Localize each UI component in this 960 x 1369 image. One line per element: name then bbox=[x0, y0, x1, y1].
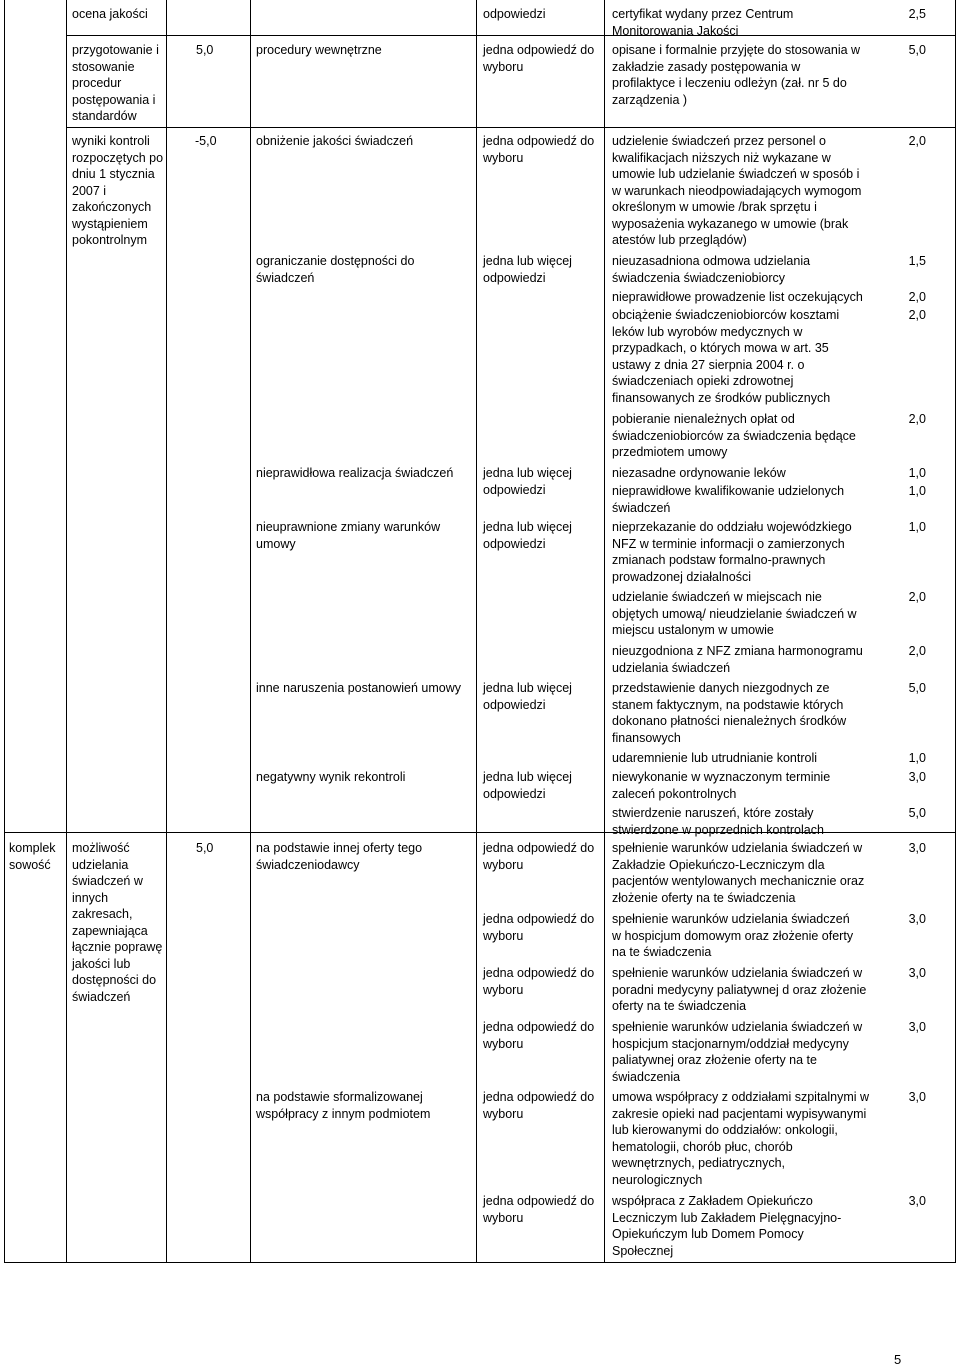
answer-type: jedna odpowiedź do wyboru bbox=[483, 841, 595, 872]
criterion-wyniki-kontroli: wyniki kontroli rozpoczętych po dniu 1 stycznia 2007 i zakończonych wystąpieniem pokontrolnym bbox=[72, 134, 164, 247]
criterion-mozliwosc-udzielania: możliwość udzielania świadczeń w innych zakresach, zapewniająca łącznie poprawę jakości lub dostępności do świadczeń bbox=[72, 841, 163, 1004]
table-border-bottom bbox=[4, 1262, 956, 1263]
points-value: 3,0 bbox=[908, 966, 926, 980]
answer-type: jedna lub więcej odpowiedzi bbox=[483, 770, 572, 801]
column-divider bbox=[66, 0, 67, 1262]
points-value: 5,0 bbox=[908, 681, 926, 695]
weight-value: 5,0 bbox=[196, 841, 214, 855]
description-cell: obciążenie świadczeniobiorców kosztami leków lub wyrobów medycznych w przypadkach, o których mowa w art. 35 ustawy z dnia 27 sierpnia 2004 r. o świadczeniach opieki zdrowotnej finansowanych ze środków publicznych bbox=[612, 308, 840, 405]
row-divider bbox=[66, 127, 955, 128]
points-value: 1,5 bbox=[908, 254, 926, 268]
points-value: 3,0 bbox=[908, 770, 926, 784]
points-value: 2,0 bbox=[908, 644, 926, 658]
points-value: 2,5 bbox=[908, 7, 926, 21]
description-cell: stwierdzenie naruszeń, które zostały stwierdzone w poprzednich kontrolach bbox=[612, 806, 824, 837]
description-cell: nieuzgodniona z NFZ zmiana harmonogramu udzielania świadczeń bbox=[612, 644, 863, 675]
description-cell: pobieranie nienależnych opłat od świadczeniobiorców za świadczenia będące przedmiotem umowy bbox=[612, 412, 856, 459]
answer-type: jedna odpowiedź do wyboru bbox=[483, 134, 595, 165]
description-cell: nieprawidłowe prowadzenie list oczekujących bbox=[612, 290, 863, 304]
points-value: 2,0 bbox=[908, 290, 926, 304]
criterion-przygotowanie-procedur: przygotowanie i stosowanie procedur postępowania i standardów bbox=[72, 43, 159, 123]
answer-type: jedna odpowiedź do wyboru bbox=[483, 966, 595, 997]
points-value: 3,0 bbox=[908, 1194, 926, 1208]
points-value: 2,0 bbox=[908, 134, 926, 148]
points-value: 2,0 bbox=[908, 412, 926, 426]
description-cell: niezasadne ordynowanie leków bbox=[612, 466, 786, 480]
row-group-label-kompleksowosc: komplek sowość bbox=[9, 841, 56, 872]
subcriterion-negatywny: negatywny wynik rekontroli bbox=[256, 770, 406, 784]
points-value: 1,0 bbox=[908, 751, 926, 765]
table-border-left bbox=[4, 0, 5, 1262]
description-cell: nieuzasadniona odmowa udzielania świadczenia świadczeniobiorcy bbox=[612, 254, 811, 285]
answer-type: odpowiedzi bbox=[483, 7, 546, 21]
description-cell: nieprawidłowe kwalifikowanie udzielonych świadczeń bbox=[612, 484, 845, 515]
description-cell: udzielenie świadczeń przez personel o kwalifikacjach niższych niż wykazane w umowie lub udzielanie świadczeń w sposób i w warunkach nieodpowiadających wymogom określonym w umowie /brak sprzętu i wyposażenia wykazanego w umowie (brak atestów lub przeglądów) bbox=[612, 134, 862, 247]
column-divider bbox=[166, 0, 167, 1262]
answer-type: jedna lub więcej odpowiedzi bbox=[483, 520, 572, 551]
page-number: 5 bbox=[894, 1352, 902, 1367]
answer-type: jedna lub więcej odpowiedzi bbox=[483, 466, 572, 497]
subcriterion-nieprawidlowa: nieprawidłowa realizacja świadczeń bbox=[256, 466, 454, 480]
description-cell: opisane i formalnie przyjęte do stosowania w zakładzie zasady postępowania w profilaktyce i leczeniu odleżyn (zał. nr 5 do zarządzenia ) bbox=[612, 43, 861, 107]
description-cell: certyfikat wydany przez Centrum Monitorowania Jakości bbox=[612, 7, 794, 38]
description-cell: przedstawienie danych niezgodnych ze stanem faktycznym, na podstawie których dokonano płatności nienależnych środków finansowych bbox=[612, 681, 847, 745]
column-divider bbox=[476, 0, 477, 1262]
answer-type: jedna odpowiedź do wyboru bbox=[483, 1020, 595, 1051]
description-cell: nieprzekazanie do oddziału wojewódzkiego NFZ w terminie informacji o zamierzonych zmianach podstaw formalno-prawnych prowadzonej działalności bbox=[612, 520, 852, 584]
subcriterion-ograniczanie: ograniczanie dostępności do świadczeń bbox=[256, 254, 415, 285]
description-cell: udaremnienie lub utrudnianie kontroli bbox=[612, 751, 817, 765]
table-border-right bbox=[955, 0, 956, 1262]
points-value: 1,0 bbox=[908, 520, 926, 534]
points-value: 1,0 bbox=[908, 466, 926, 480]
description-cell: niewykonanie w wyznaczonym terminie zaleceń pokontrolnych bbox=[612, 770, 831, 801]
answer-type: jedna odpowiedź do wyboru bbox=[483, 912, 595, 943]
points-value: 5,0 bbox=[908, 43, 926, 57]
subcriterion-sformalizowanej: na podstawie sformalizowanej współpracy z innym podmiotem bbox=[256, 1090, 431, 1121]
column-divider bbox=[604, 0, 605, 1262]
answer-type: jedna odpowiedź do wyboru bbox=[483, 43, 595, 74]
points-value: 3,0 bbox=[908, 841, 926, 855]
row-divider bbox=[4, 832, 66, 833]
description-cell: spełnienie warunków udzielania świadczeń w Zakładzie Opiekuńczo-Leczniczym dla pacjentów wentylowanych mechanicznie oraz złożenie oferty na te świadczenia bbox=[612, 841, 865, 905]
points-value: 5,0 bbox=[908, 806, 926, 820]
points-value: 2,0 bbox=[908, 590, 926, 604]
answer-type: jedna odpowiedź do wyboru bbox=[483, 1090, 595, 1121]
description-cell: umowa współpracy z oddziałami szpitalnymi w zakresie opieki nad pacjentami wypisywanymi lub kierowanymi do oddziałów: onkologii, hematologii, chorób płuc, chorób wewnętrznych, pediatrycznych, neurologicznych bbox=[612, 1090, 870, 1187]
answer-type: jedna lub więcej odpowiedzi bbox=[483, 681, 572, 712]
weight-value: 5,0 bbox=[196, 43, 214, 57]
criterion-ocena-jakosci: ocena jakości bbox=[72, 7, 148, 21]
subcriterion-innej-oferty: na podstawie innej oferty tego świadczeniodawcy bbox=[256, 841, 423, 872]
points-value: 1,0 bbox=[908, 484, 926, 498]
weight-value: -5,0 bbox=[195, 134, 217, 148]
points-value: 3,0 bbox=[908, 1090, 926, 1104]
points-value: 2,0 bbox=[908, 308, 926, 322]
subcriterion-inne: inne naruszenia postanowień umowy bbox=[256, 681, 461, 695]
answer-type: jedna lub więcej odpowiedzi bbox=[483, 254, 572, 285]
points-value: 3,0 bbox=[908, 1020, 926, 1034]
answer-type: jedna odpowiedź do wyboru bbox=[483, 1194, 595, 1225]
points-value: 3,0 bbox=[908, 912, 926, 926]
description-cell: udzielanie świadczeń w miejscach nie objętych umową/ nieudzielanie świadczeń w miejscu ustalonym w umowie bbox=[612, 590, 857, 637]
subcriterion-nieuprawnione: nieuprawnione zmiany warunków umowy bbox=[256, 520, 441, 551]
description-cell: spełnienie warunków udzielania świadczeń w hospicjum stacjonarnym/oddział medycyny paliatywnej oraz złożenie oferty na te świadczenia bbox=[612, 1020, 863, 1084]
description-cell: spełnienie warunków udzielania świadczeń w hospicjum domowym oraz złożenie oferty na te świadczenia bbox=[612, 912, 854, 959]
description-cell: współpraca z Zakładem Opiekuńczo Leczniczym lub Zakładem Pielęgnacyjno-Opiekuńczym lub Domem Pomocy Społecznej bbox=[612, 1194, 842, 1258]
subcriterion-procedury: procedury wewnętrzne bbox=[256, 43, 382, 57]
subcriterion-obnizenie: obniżenie jakości świadczeń bbox=[256, 134, 414, 148]
description-cell: spełnienie warunków udzielania świadczeń w poradni medycyny paliatywnej d oraz złożenie oferty na te świadczenia bbox=[612, 966, 867, 1013]
column-divider bbox=[250, 0, 251, 1262]
